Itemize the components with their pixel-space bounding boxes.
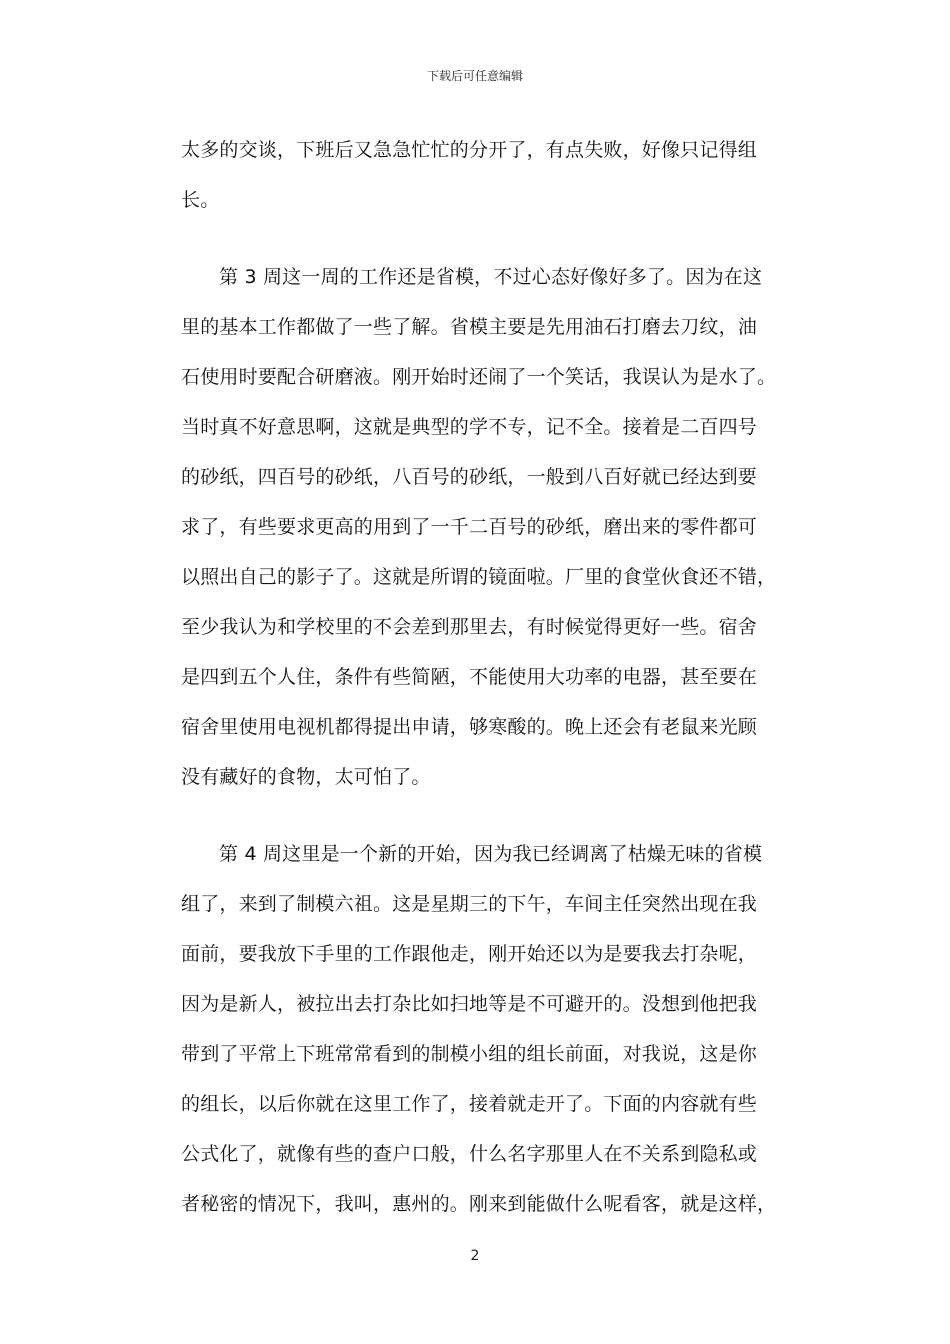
text-line: 因为是新人，被拉出去打杂比如扫地等是不可避开的。没想到他把我 (181, 993, 758, 1015)
text-line: 长。 (181, 189, 220, 211)
text-line: 的组长，以后你就在这里工作了，接着就走开了。下面的内容就有些 (181, 1093, 758, 1115)
paragraph (181, 125, 771, 225)
text-line: 第 3 周这一周的工作还是省模，不过心态好像好多了。因为在这 (219, 266, 763, 288)
text-line: 石使用时要配合研磨液。刚开始时还闹了一个笑话，我误认为是水了。 (181, 366, 777, 388)
paragraph (181, 252, 777, 802)
text-line: 没有藏好的食物，太可怕了。 (181, 766, 431, 788)
paragraph (181, 829, 777, 1229)
text-line: 带到了平常上下班常常看到的制模小组的组长前面，对我说，这是你 (181, 1043, 758, 1065)
text-line: 公式化了，就像有些的查户口般，什么名字那里人在不关系到隐私或 (181, 1143, 758, 1165)
text-line: 太多的交谈，下班后又急急忙忙的分开了，有点失败，好像只记得组 (181, 139, 758, 161)
text-line: 求了，有些要求更高的用到了一千二百号的砂纸，磨出来的零件都可 (181, 516, 758, 538)
text-line: 面前，要我放下手里的工作跟他走，刚开始还以为是要我去打杂呢， (181, 943, 758, 965)
text-line: 组了，来到了制模六祖。这是星期三的下午，车间主任突然出现在我 (181, 893, 758, 915)
text-line: 者秘密的情况下，我叫，惠州的。刚来到能做什么呢看客，就是这样， (181, 1193, 777, 1215)
text-line: 以照出自己的影子了。这就是所谓的镜面啦。厂里的食堂伙食还不错， (181, 566, 777, 588)
text-line: 宿舍里使用电视机都得提出申请，够寒酸的。晚上还会有老鼠来光顾 (181, 716, 758, 738)
page-header: 下载后可任意编辑 (426, 69, 523, 83)
body-text (181, 125, 777, 1229)
page-number: 2 (470, 1248, 480, 1264)
text-line: 当时真不好意思啊，这就是典型的学不专，记不全。接着是二百四号 (181, 416, 758, 438)
text-line: 是四到五个人住，条件有些简陋，不能使用大功率的电器，甚至要在 (181, 666, 758, 688)
text-line: 至少我认为和学校里的不会差到那里去，有时候觉得更好一些。宿舍 (181, 616, 758, 638)
text-line: 的砂纸，四百号的砂纸，八百号的砂纸，一般到八百好就已经达到要 (181, 466, 758, 488)
text-line: 里的基本工作都做了一些了解。省模主要是先用油石打磨去刀纹，油 (181, 316, 758, 338)
text-line: 第 4 周这里是一个新的开始，因为我已经调离了枯燥无味的省模 (219, 843, 763, 865)
